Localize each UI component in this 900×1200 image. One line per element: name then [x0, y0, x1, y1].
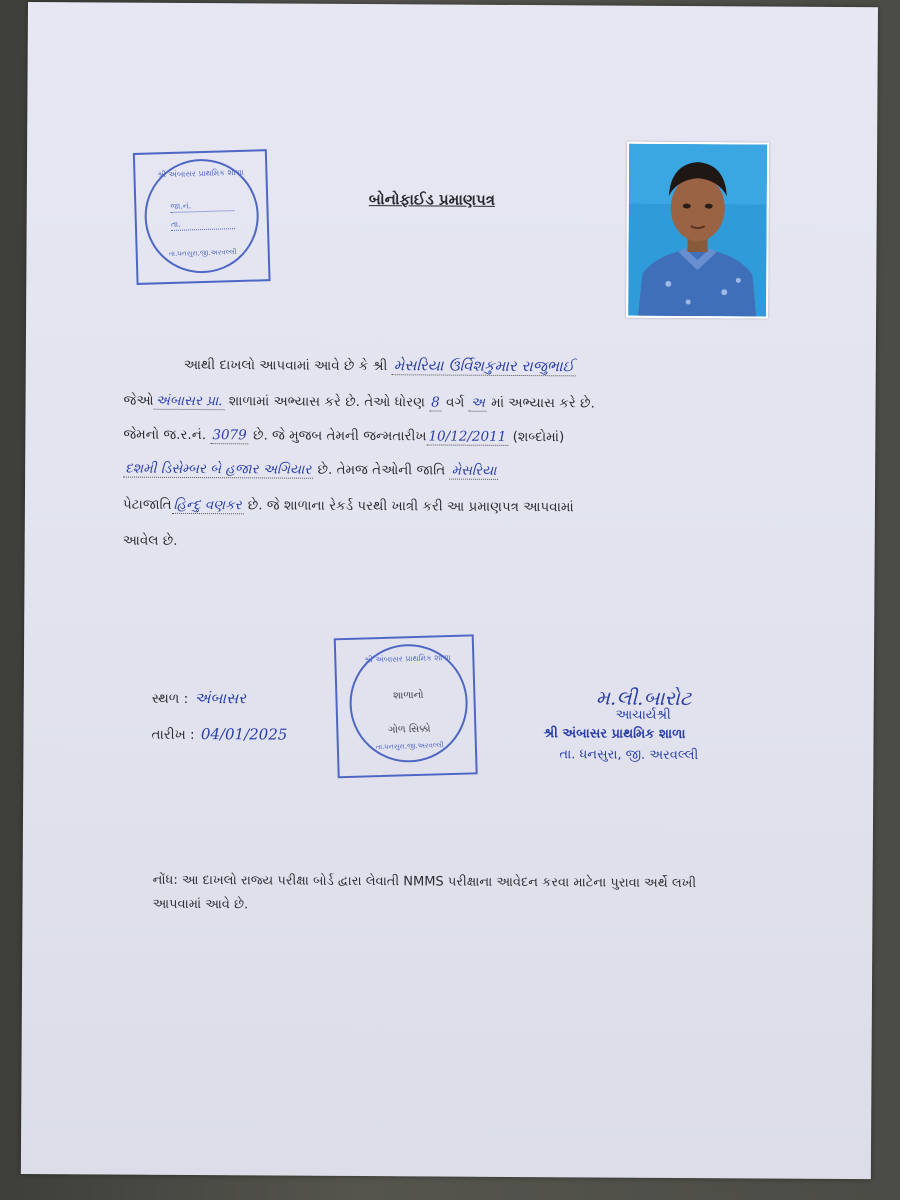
body-line5-prefix: પેટાજાતિ: [122, 496, 172, 513]
stamp-center-bottom-text: તા.ધનસુરા,જી.અરવલ્લી: [375, 741, 444, 752]
body-line-4: [123, 461, 498, 479]
certificate-paper: [21, 2, 878, 1179]
date-label: તારીખ :: [151, 726, 195, 744]
body-line4-mid: છે. તેમજ તેઓની જાતિ: [317, 461, 446, 479]
student-photo: [626, 142, 769, 319]
body-line5-suffix: છે. જે શાળાના રેકર્ડ પરથી ખાત્રી કરી આ પ્રમાણપત્ર આપવામાં: [247, 497, 574, 516]
signatory-role: આચાર્યશ્રી: [615, 707, 671, 723]
student-name: મેસરિયા ઉર્વિશકુમાર રાજુભાઈ: [392, 356, 577, 376]
caste-value: મેસરિયા: [449, 463, 498, 480]
stamp-top-school-text: શ્રી અંબાસર પ્રાથમિક શાળા: [157, 167, 244, 180]
birth-date-words: દશમી ડિસેમ્બર બે હજાર અગિયાર: [123, 461, 313, 479]
school-address: તા. ધનસુરા, જી. અરવલ્લી: [559, 747, 699, 764]
gr-number: 3079: [210, 427, 248, 444]
stamp-top-field2: તા.: [171, 218, 235, 231]
school-stamp-center: [334, 634, 478, 778]
body-line-5: [123, 497, 574, 516]
birth-date: 10/12/2011: [426, 428, 508, 445]
note-block: [152, 869, 772, 921]
stamp-top-bottom-text: તા.ધનસુરા,જી.અરવલ્લી: [168, 248, 237, 259]
stamp-center-inner1: શાળાનો: [393, 689, 424, 702]
school-name: શ્રી અંબાસર પ્રાથમિક શાળા: [543, 726, 686, 743]
body-line6: આવેલ છે.: [122, 532, 178, 549]
place-label: સ્થળ :: [151, 690, 189, 707]
body-line3-mid: છે. જે મુજબ તેમની જન્મતારીખ: [252, 427, 427, 445]
sub-caste-value: હિન્દુ વણકર: [172, 497, 244, 514]
body-line3-suffix: (શબ્દોમાં): [512, 428, 565, 446]
body-line-2: [124, 393, 595, 412]
stamp-center-inner2: ગોળ સિક્કો: [387, 723, 431, 736]
school-stamp-center-circle: [348, 643, 469, 764]
certificate-title: બોનોફાઈડ પ્રમાણપત્ર: [368, 190, 496, 209]
student-portrait-image: [628, 144, 767, 317]
body-line1-prefix: આથી દાખલો આપવામાં આવે છે કે શ્રી: [183, 356, 388, 375]
division-value: અ: [469, 395, 487, 412]
note-line-2: આપવામાં આવે છે.: [152, 896, 249, 913]
signature-block: [543, 685, 773, 763]
note-line-1: નોંધ: આ દાખલો રાજ્ય પરીક્ષા બોર્ડ દ્વારા લેવાતી NMMS પરીક્ષાના આવેદન કરવા માટેના પુરાવા અર્થે લખી: [152, 872, 697, 892]
school-short-name: અંબાસર પ્રા.: [153, 393, 224, 410]
principal-signature: મ.લી.બારોટ: [595, 685, 692, 711]
body-line-6: [123, 533, 178, 549]
school-stamp-top: [133, 149, 271, 285]
place-value: અંબાસર: [194, 689, 246, 708]
body-line2-suffix: માં અભ્યાસ કરે છે.: [491, 394, 595, 412]
stamp-center-school-text: શ્રી અંબાસર પ્રાથમિક શાળા: [363, 653, 451, 665]
body-line2-mid: શાળામાં અભ્યાસ કરે છે. તેઓ ધોરણ: [228, 393, 425, 411]
place-row: [152, 689, 248, 708]
body-line3-prefix: જેમનો જ.ર.નં.: [123, 426, 207, 444]
body-line-1: [184, 355, 576, 375]
body-line2-mid2: વર્ગ: [446, 394, 465, 411]
stamp-top-field1: જા.નં.: [170, 200, 234, 213]
standard-value: 8: [429, 394, 442, 411]
body-line-3: [123, 427, 564, 446]
school-stamp-top-circle: [143, 157, 260, 274]
date-value: 04/01/2025: [200, 725, 288, 744]
body-line2-prefix: જેઓ: [123, 392, 154, 409]
date-row: [151, 725, 289, 744]
